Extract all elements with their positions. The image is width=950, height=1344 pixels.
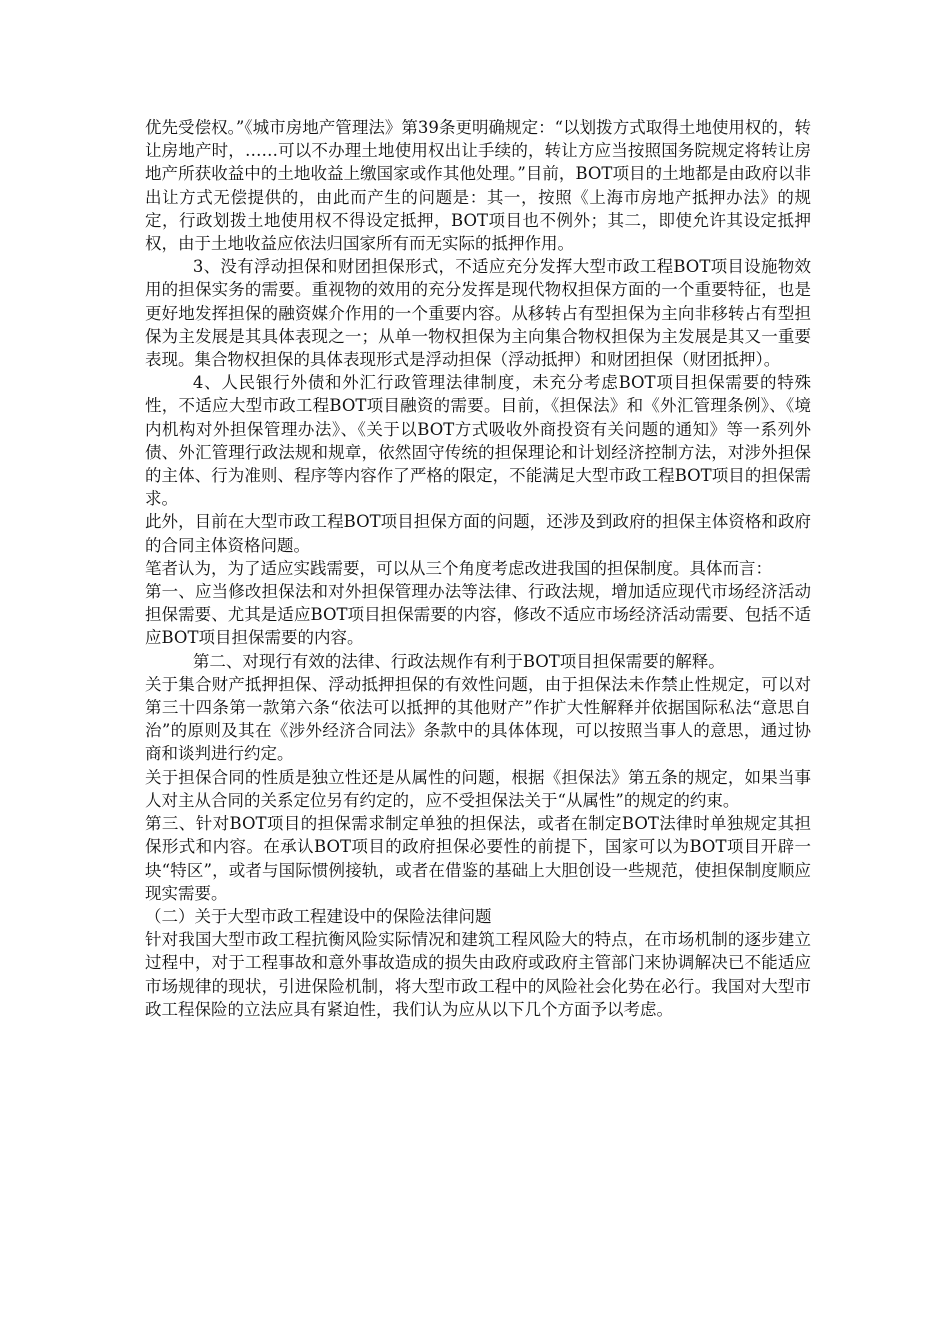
- paragraph-land-use-rights: 优先受偿权。”《城市房地产管理法》第39条更明确规定：“以划拨方式取得土地使用权的，转让房地产时，……可以不办理土地使用权出让手续的，转让方应当按照国务院规定将转让房地产所获收益中的土地收益上缴国家或作其他处理。”目前，BOT项目的土地都是由政府以非出让方式无偿提供的，由此而产生的问题是：其一，按照《上海市房地产抵押办法》的规定，行政划拨土地使用权不得设定抵押，BOT项目也不例外；其二，即使允许其设定抵押权，由于土地收益应依法归国家所有而无实际的抵押作用。: [145, 118, 811, 254]
- section-heading-insurance: （二）关于大型市政工程建设中的保险法律问题: [145, 906, 492, 926]
- paragraph-second-suggestion: 第二、对现行有效的法律、行政法规作有利于BOT项目担保需要的解释。: [192, 651, 725, 671]
- paragraph-guarantee-contract-nature: 关于担保合同的性质是独立性还是从属性的问题，根据《担保法》第五条的规定，如果当事人对主从合同的关系定位另有约定的，应不受担保法关于“从属性”的规定的约束。: [145, 767, 811, 810]
- paragraph-third-suggestion: 第三、针对BOT项目的担保需求制定单独的担保法，或者在制定BOT法律时单独规定其担保形式和内容。在承认BOT项目的政府担保必要性的前提下，国家可以为BOT项目开辟一块“特区”，或者与国际惯例接轨，或者在借鉴的基础上大胆创设一些规范，使担保制度顺应现实需要。: [145, 814, 811, 903]
- paragraph-government-qualification: 此外，目前在大型市政工程BOT项目担保方面的问题，还涉及到政府的担保主体资格和政府的合同主体资格问题。: [145, 512, 811, 555]
- paragraph-collective-property-mortgage: 关于集合财产抵押担保、浮动抵押担保的有效性问题，由于担保法未作禁止性规定，可以对第三十四条第一款第六条“依法可以抵押的其他财产”作扩大性解释并依据国际私法“意思自治”的原则及其在《涉外经济合同法》条款中的具体体现，可以按照当事人的意思，通过协商和谈判进行约定。: [145, 674, 811, 764]
- paragraph-point-3-floating-guarantee: 3、没有浮动担保和财团担保形式，不适应充分发挥大型市政工程BOT项目设施物效用的担保实务的需要。重视物的效用的充分发挥是现代物权担保方面的一个重要特征，也是更好地发挥担保的融资媒介作用的一个重要内容。从移转占有型担保为主向非移转占有型担保为主发展是其具体表现之一；从单一物权担保为主向集合物权担保为主发展是其又一重要表现。集合物权担保的具体表现形式是浮动担保（浮动抵押）和财团担保（财团抵押）。: [145, 257, 811, 370]
- paragraph-author-opinion: 笔者认为，为了适应实践需要，可以从三个角度考虑改进我国的担保制度。具体而言：: [145, 558, 772, 578]
- paragraph-first-suggestion: 第一、应当修改担保法和对外担保管理办法等法律、行政法规，增加适应现代市场经济活动担保需要、尤其是适应BOT项目担保需要的内容，修改不适应市场经济活动需要、包括不适应BOT项目担保需要的内容。: [145, 582, 811, 648]
- document-body: [145, 116, 811, 1021]
- paragraph-insurance-mechanism: 针对我国大型市政工程抗衡风险实际情况和建筑工程风险大的特点，在市场机制的逐步建立过程中，对于工程事故和意外事故造成的损失由政府或政府主管部门来协调解决已不能适应市场规律的现状，引进保险机制，将大型市政工程中的风险社会化势在必行。我国对大型市政工程保险的立法应具有紧迫性，我们认为应从以下几个方面予以考虑。: [145, 930, 811, 1019]
- paragraph-point-4-foreign-exchange: 4、人民银行外债和外汇行政管理法律制度，未充分考虑BOT项目担保需要的特殊性，不适应大型市政工程BOT项目融资的需要。目前，《担保法》和《外汇管理条例》、《境内机构对外担保管理办法》、《关于以BOT方式吸收外商投资有关问题的通知》等一系列外债、外汇管理行政法规和规章，依然固守传统的担保理论和计划经济控制方法，对涉外担保的主体、行为准则、程序等内容作了严格的限定，不能满足大型市政工程BOT项目的担保需求。: [145, 373, 811, 509]
